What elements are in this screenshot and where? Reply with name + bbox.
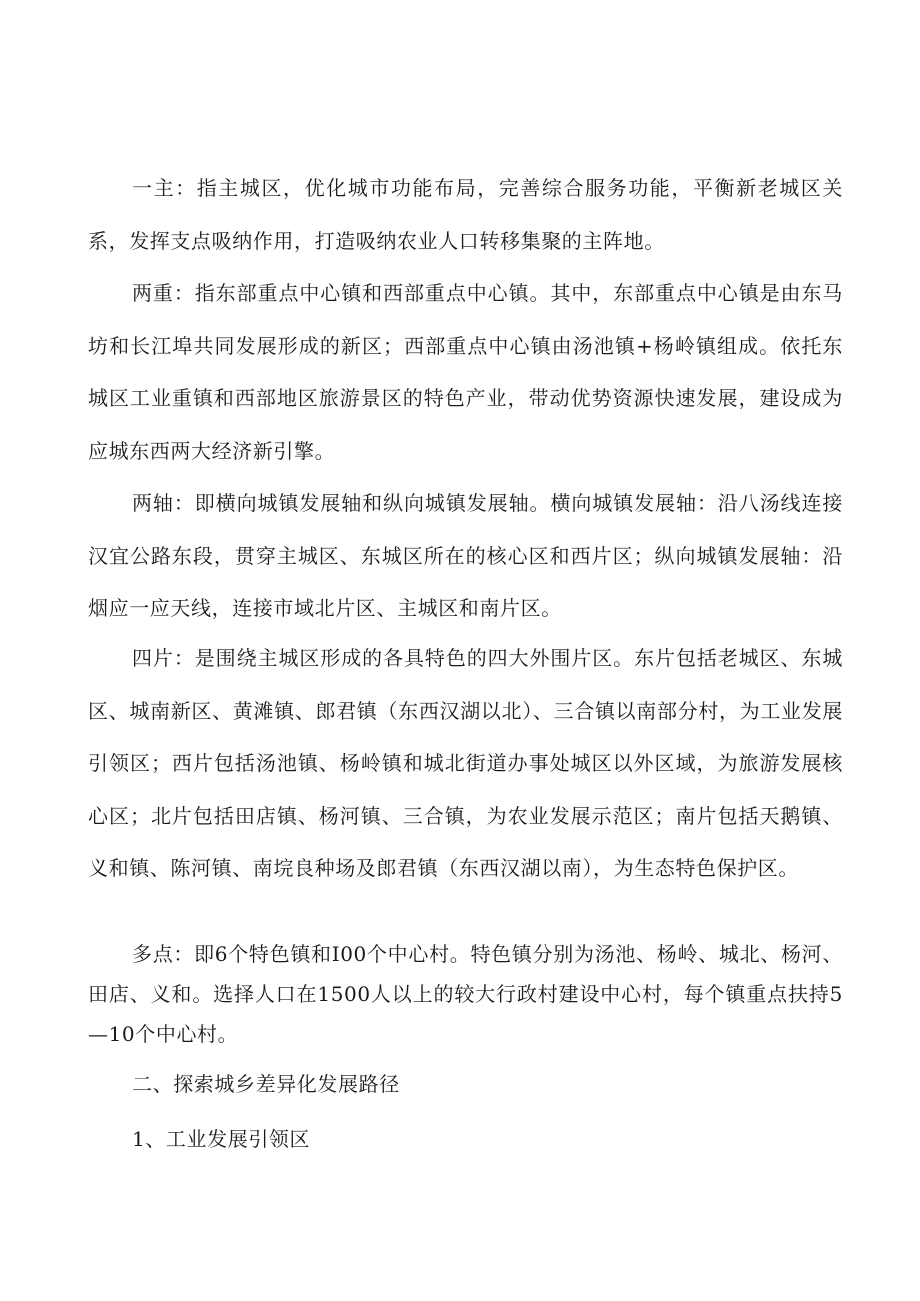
paragraph-duodian: 多点：即6个特色镇和I00个中心村。特色镇分别为汤池、杨岭、城北、杨河、田店、义和。选择人口在1500人以上的较大行政村建设中心村，每个镇重点扶持5—10个中心村。 — [88, 942, 843, 1046]
paragraph-yizhu: 一主：指主城区，优化城市功能布局，完善综合服务功能，平衡新老城区关系，发挥支点吸纳作用，打造吸纳农业人口转移集聚的主阵地。 — [88, 176, 843, 253]
section-heading: 二、探索城乡差异化发展路径 — [132, 1072, 400, 1096]
paragraph-sipian: 四片：是围绕主城区形成的各具特色的四大外围片区。东片包括老城区、东城区、城南新区、黄滩镇、郎君镇（东西汉湖以北）、三合镇以南部分村，为工业发展引领区；西片包括汤池镇、杨岭镇和城北街道办事处城区以外区域，为旅游发展核心区；北片包括田店镇、杨河镇、三合镇，为农业发展示范区；南片包括天鹅镇、义和镇、陈河镇、南垸良种场及郎君镇（东西汉湖以南），为生态特色保护区。 — [88, 646, 843, 880]
paragraph-liangzhong: 两重：指东部重点中心镇和西部重点中心镇。其中，东部重点中心镇是由东马坊和长江埠共同发展形成的新区；西部重点中心镇由汤池镇+杨岭镇组成。依托东城区工业重镇和西部地区旅游景区的特色产业，带动优势资源快速发展，建设成为应城东西两大经济新引擎。 — [88, 281, 843, 463]
subsection-heading: 1、工业发展引领区 — [132, 1127, 311, 1151]
paragraph-liangzhou: 两轴：即横向城镇发展轴和纵向城镇发展轴。横向城镇发展轴：沿八汤线连接汉宜公路东段，贯穿主城区、东城区所在的核心区和西片区；纵向城镇发展轴：沿烟应一应天线，连接市域北片区、主城区和南片区。 — [88, 491, 843, 620]
